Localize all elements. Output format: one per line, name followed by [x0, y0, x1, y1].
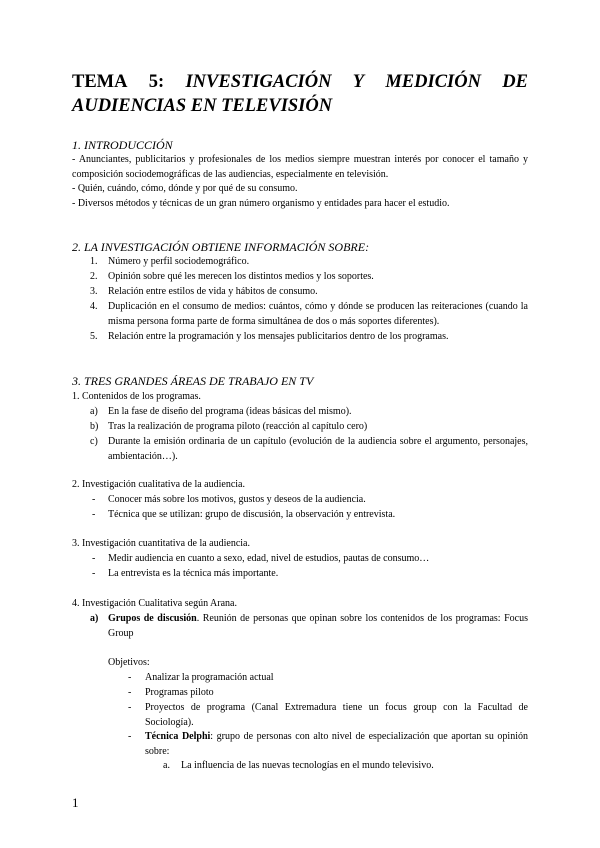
- subsection-title: 4. Investigación Cualitativa según Arana.: [72, 598, 237, 609]
- item-text: : grupo de personas con alto nivel de especialización que aportan su opinión sobre:: [145, 731, 528, 757]
- list-marker: b): [90, 421, 99, 432]
- list-marker: 1.: [90, 256, 98, 267]
- subsection-title: 1. Contenidos de los programas.: [72, 391, 201, 402]
- list-item-delphi: [145, 730, 528, 759]
- subsection-title: 2. Investigación cualitativa de la audiencia.: [72, 479, 245, 490]
- list-marker: a): [90, 406, 98, 417]
- bold-term: Grupos de discusión: [108, 613, 197, 624]
- list-marker: 2.: [90, 271, 98, 282]
- list-marker: -: [128, 731, 132, 742]
- title-word: INVESTIGACIÓN: [185, 72, 332, 92]
- list-item: Programas piloto: [145, 687, 214, 698]
- page-number: 1: [72, 795, 79, 810]
- list-marker: -: [128, 702, 132, 713]
- subsection-title: 3. Investigación cuantitativa de la audiencia.: [72, 538, 250, 549]
- list-marker: -: [92, 494, 96, 505]
- list-marker: -: [92, 568, 96, 579]
- list-marker: a): [90, 613, 99, 624]
- section-1-heading: 1. INTRODUCCIÓN: [72, 138, 173, 152]
- list-item: Relación entre la programación y los mensajes publicitarios dentro de los programas.: [108, 331, 449, 342]
- intro-paragraph-2: - Quién, cuándo, cómo, dónde y por qué de su consumo.: [72, 183, 298, 194]
- list-item: Conocer más sobre los motivos, gustos y deseos de la audiencia.: [108, 494, 366, 505]
- list-item: Técnica que se utilizan: grupo de discusión, la observación y entrevista.: [108, 509, 396, 520]
- title-word: 5:: [148, 72, 165, 92]
- list-marker: a.: [163, 760, 170, 771]
- title-word: DE: [502, 72, 528, 92]
- intro-paragraph-3: - Diversos métodos y técnicas de un gran número organismo y entidades para hacer el estudio.: [72, 198, 450, 209]
- intro-paragraph-1: - Anunciantes, publicitarios y profesionales de los medios siempre muestran interés por conocer el tamaño y composición sociodemográficas de las audiencias, especialmente en televisión.: [72, 154, 528, 180]
- list-item: En la fase de diseño del programa (ideas básicas del mismo).: [108, 406, 352, 417]
- list-marker: 3.: [90, 286, 98, 297]
- list-marker: -: [92, 553, 96, 564]
- item-text: . Reunión de personas que opinan sobre los contenidos de los programas: Focus Group: [108, 613, 528, 639]
- list-item: Número y perfil sociodemográfico.: [108, 256, 250, 267]
- list-item: Relación entre estilos de vida y hábitos de consumo.: [108, 286, 318, 297]
- list-item: Medir audiencia en cuanto a sexo, edad, nivel de estudios, pautas de consumo…: [108, 553, 430, 564]
- list-marker: -: [92, 509, 96, 520]
- title-word: TEMA: [72, 72, 128, 92]
- title-word: MEDICIÓN: [385, 72, 481, 92]
- list-item: Opinión sobre qué les merecen los distintos medios y los soportes.: [108, 271, 374, 282]
- list-item: Tras la realización de programa piloto (reacción al capítulo cero): [108, 421, 368, 432]
- title-line-2: AUDIENCIAS EN TELEVISIÓN: [72, 96, 333, 116]
- title-word: Y: [352, 72, 365, 92]
- list-item-grupos: [108, 612, 528, 641]
- bold-term: Técnica Delphi: [145, 731, 211, 742]
- list-item: Proyectos de programa (Canal Extremadura tiene un focus group con la Facultad de Sociología).: [145, 702, 528, 728]
- section-3-heading: 3. TRES GRANDES ÁREAS DE TRABAJO EN TV: [72, 374, 314, 388]
- list-marker: 4.: [90, 301, 98, 312]
- list-marker: c): [90, 436, 98, 447]
- objetivos-label: Objetivos:: [108, 657, 150, 668]
- list-item: La entrevista es la técnica más importante.: [108, 568, 279, 579]
- list-marker: 5.: [90, 331, 98, 342]
- list-marker: -: [128, 672, 132, 683]
- list-marker: -: [128, 687, 132, 698]
- list-item: La influencia de las nuevas tecnologías en el mundo televisivo.: [181, 760, 434, 771]
- list-item: Durante la emisión ordinaria de un capítulo (evolución de la audiencia sobre el argumento, personajes, ambientación…).: [108, 436, 528, 462]
- document-title: [72, 70, 528, 118]
- list-item: Duplicación en el consumo de medios: cuántos, cómo y dónde se producen las reiteraciones (cuando la misma persona forma parte de forma simultánea de dos o más soportes diferentes).: [108, 301, 528, 327]
- section-2-heading: 2. LA INVESTIGACIÓN OBTIENE INFORMACIÓN SOBRE:: [72, 240, 370, 254]
- list-item: Analizar la programación actual: [145, 672, 274, 683]
